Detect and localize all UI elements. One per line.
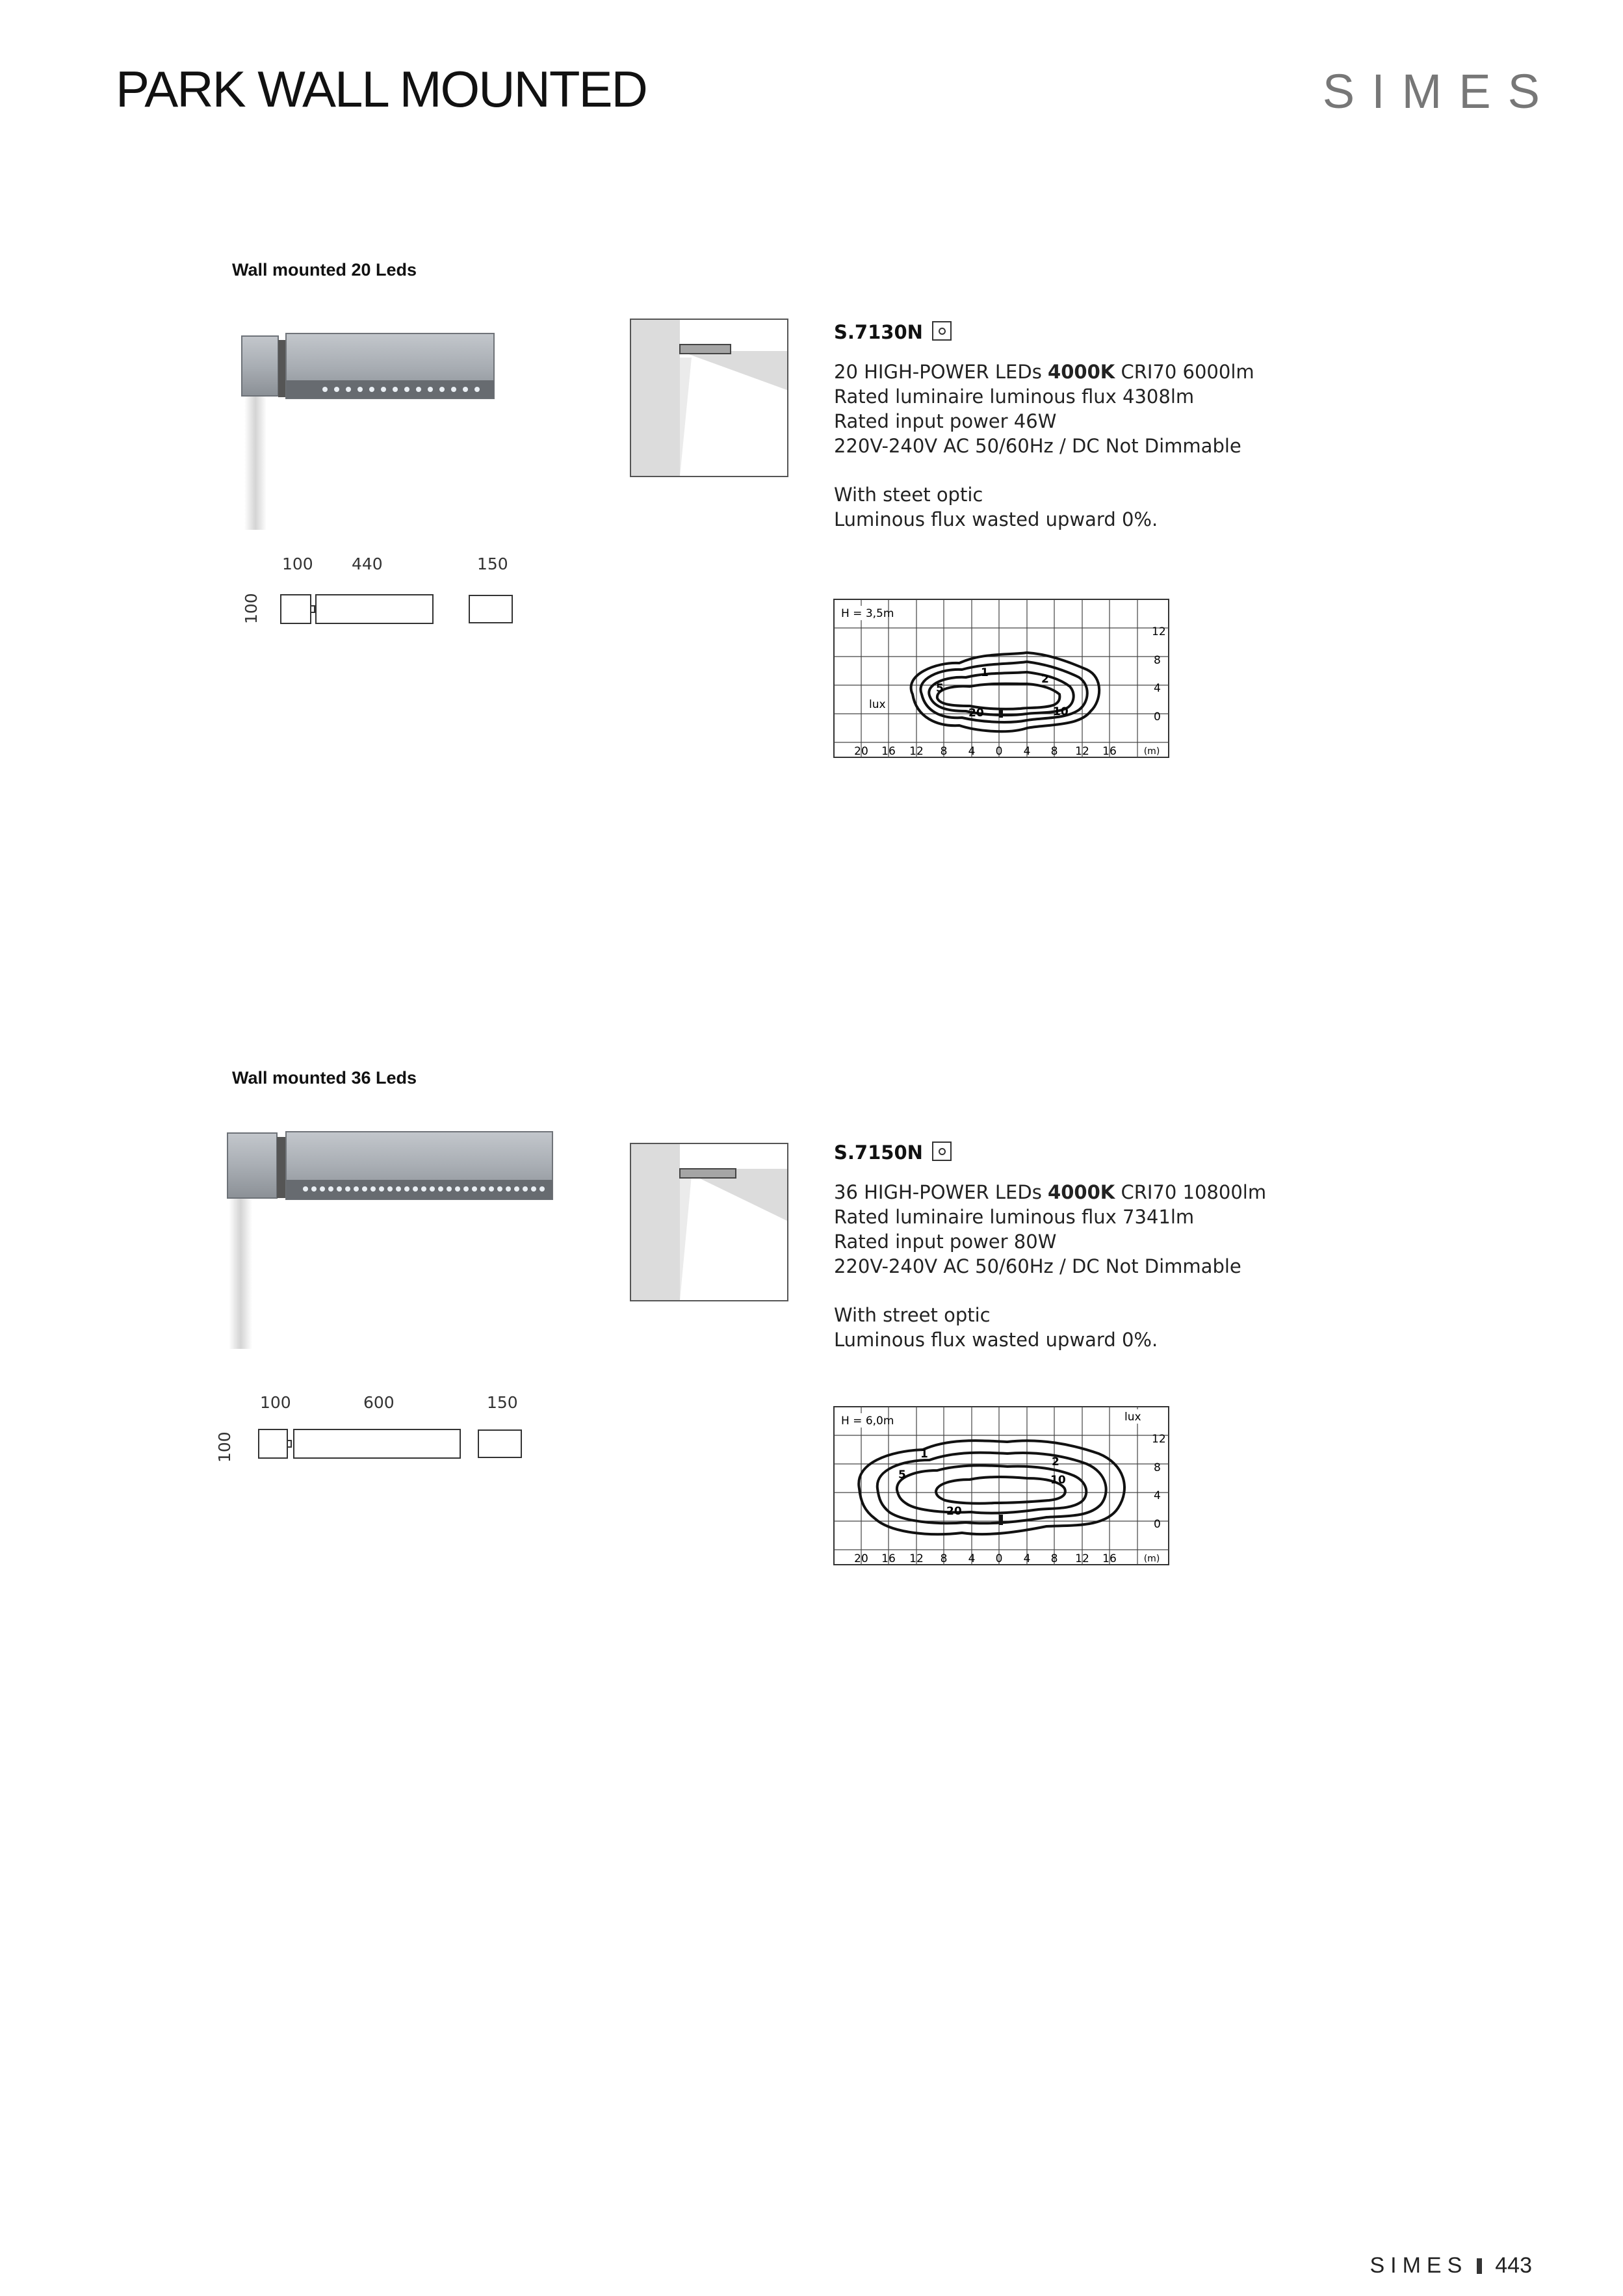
x-tick: 12	[909, 1552, 924, 1565]
x-tick: 4	[968, 1552, 976, 1565]
y-tick: 4	[1154, 1489, 1161, 1502]
footer	[1370, 2253, 1532, 2278]
ip-rating-icon	[932, 1141, 952, 1161]
contour-label: 20	[968, 707, 984, 720]
product-specs: 20 HIGH-POWER LEDs 4000K CRI70 6000lm Rated luminaire luminous flux 4308lm Rated input power 46W 220V-240V AC 50/60Hz / DC Not Dimmable With steet optic Luminous flux wasted upward 0%.	[834, 361, 1254, 530]
product-photo	[221, 1128, 565, 1375]
contour-label: 10	[1050, 1474, 1066, 1487]
chart-unit-label: lux	[869, 698, 886, 711]
contour-label: 5	[898, 1468, 906, 1481]
footer-brand: SIMES	[1370, 2253, 1468, 2278]
x-tick: 4	[1023, 745, 1031, 758]
mounting-diagram	[630, 319, 788, 477]
dimension-drawing	[279, 592, 516, 628]
y-tick: 12	[1152, 625, 1166, 638]
y-tick: 12	[1152, 1433, 1166, 1446]
dimension-label: 100	[242, 593, 261, 624]
x-tick: 4	[968, 745, 976, 758]
brand-logo: SIMES	[1322, 64, 1557, 118]
x-tick: 12	[1075, 745, 1089, 758]
contour-label: 1	[981, 666, 989, 679]
product-specs: 36 HIGH-POWER LEDs 4000K CRI70 10800lm Rated luminaire luminous flux 7341lm Rated input power 80W 220V-240V AC 50/60Hz / DC Not Dimmable With street optic Luminous flux wasted upward 0%.	[834, 1181, 1267, 1351]
x-tick: 8	[940, 1552, 948, 1565]
product-code: S.7130N	[834, 321, 952, 343]
contour-label: 2	[1052, 1455, 1059, 1468]
x-tick: 16	[1102, 745, 1117, 758]
ip-rating-icon	[932, 321, 952, 341]
isolux-chart	[832, 1404, 1176, 1567]
x-unit: (m)	[1143, 1554, 1160, 1564]
dimension-drawing	[257, 1428, 524, 1461]
x-tick: 0	[995, 1552, 1003, 1565]
dimension-label: 100	[282, 554, 313, 573]
x-tick: 12	[909, 745, 924, 758]
mounting-diagram	[630, 1143, 788, 1301]
contour-label: 10	[1053, 705, 1069, 718]
product-photo	[239, 328, 525, 536]
contour-label: 20	[946, 1505, 962, 1518]
dimension-label: 100	[215, 1431, 234, 1463]
x-tick: 16	[881, 745, 896, 758]
dimension-label: 150	[477, 554, 508, 573]
contour-label: 5	[936, 682, 944, 695]
isolux-chart	[832, 597, 1176, 759]
y-tick: 4	[1154, 682, 1161, 695]
x-tick: 0	[995, 745, 1003, 758]
x-tick: 8	[1050, 1552, 1058, 1565]
dimension-label: 440	[352, 554, 383, 573]
y-tick: 8	[1154, 1461, 1161, 1474]
x-tick: 20	[854, 1552, 868, 1565]
dimension-label: 600	[363, 1393, 395, 1412]
page-title: PARK WALL MOUNTED	[116, 60, 647, 118]
chart-height-label: H = 6,0m	[841, 1415, 894, 1428]
section-title: Wall mounted 20 Leds	[232, 260, 417, 280]
chart-unit-label: lux	[1124, 1411, 1141, 1424]
y-tick: 0	[1154, 1518, 1161, 1531]
product-code: S.7150N	[834, 1141, 952, 1164]
dimension-label: 150	[487, 1393, 518, 1412]
x-tick: 20	[854, 745, 868, 758]
x-tick: 16	[1102, 1552, 1117, 1565]
x-unit: (m)	[1143, 746, 1160, 757]
page-number: 443	[1495, 2253, 1532, 2278]
x-tick: 8	[940, 745, 948, 758]
x-tick: 12	[1075, 1552, 1089, 1565]
y-tick: 0	[1154, 711, 1161, 724]
section-title: Wall mounted 36 Leds	[232, 1068, 417, 1088]
contour-label: 1	[920, 1448, 928, 1461]
x-tick: 8	[1050, 745, 1058, 758]
chart-height-label: H = 3,5m	[841, 607, 894, 620]
y-tick: 8	[1154, 654, 1161, 667]
footer-divider	[1477, 2258, 1482, 2274]
dimension-label: 100	[260, 1393, 291, 1412]
contour-label: 2	[1041, 673, 1049, 686]
x-tick: 4	[1023, 1552, 1031, 1565]
x-tick: 16	[881, 1552, 896, 1565]
